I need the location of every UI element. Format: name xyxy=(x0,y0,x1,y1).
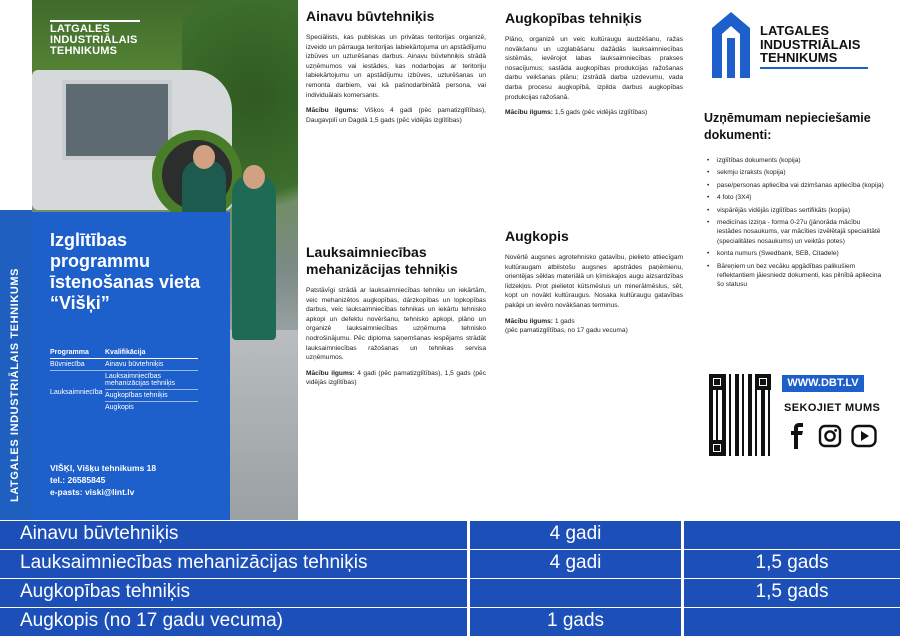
vertical-brand-strip: LATGALES INDUSTRIĀLAIS TEHNIKUMS xyxy=(0,210,32,520)
list-item: • pase/personas apliecība vai dzimšanas apliecība (kopija) xyxy=(704,181,884,190)
list-item: • izglītības dokuments (kopija) xyxy=(704,156,884,165)
facebook-icon[interactable] xyxy=(783,422,809,450)
summary-table xyxy=(0,521,900,636)
brand-logo-small: LATGALES INDUSTRIĀLAIS TEHNIKUMS xyxy=(50,20,160,57)
table-row: Lauksaimniecības mehanizācijas tehniķis 4 gadi 1,5 gads xyxy=(0,550,900,578)
qr-code[interactable] xyxy=(709,374,771,456)
brand-logo: LATGALES INDUSTRIĀLAIS TEHNIKUMS xyxy=(708,8,868,88)
panel-title: Izglītības programmu īstenošanas vieta “Višķi” xyxy=(50,230,201,313)
required-documents: Uzņēmumam nepieciešamie dokumenti: • izglītības dokuments (kopija) • sekmju izraksts (kopija) • pase/personas apliecība vai dzimšanas apliecība (kopija) • 4 foto (3X4) • vispārējās vidējās izglītības sertifikāts (kopija) • medicīnas izziņa - forma 0-27u (jānorāda mācību iestādes nosaukums, var mācīties izvēlētajā specialitātē (specialitātes nosaukums) un veiktās potes) • konta numurs (Swedbank, SEB, Citadele) • Bāreņiem un bez vecāku apgādības palikušiem reflektantiem jāiesniedz dokumenti, kas pilnībā apliecina šo statusu xyxy=(704,110,884,293)
website-link[interactable]: WWW.DBT.LV xyxy=(782,375,864,392)
list-item: • sekmju izraksts (kopija) xyxy=(704,168,884,177)
contact-info: VIŠĶI, Višķu tehnikums 18 tel.: 26585845 e-pasts: viski@lint.lv xyxy=(50,463,157,497)
section-lauksaimniecibas: Lauksaimniecības mehanizācijas tehniķis Patstāvīgi strādā ar lauksaimniecības tehniku un iekārtām, veic mehanizētos augkopības, dārzkopības un lopkopības darbus, veic lauksaimniecības tehnikas un iekārtu tehnisko apkopi un defektu novēršanu, tehnisko apkopi, plāno un organizē lauksaimniecības uzņēmuma tehnisko nodrošinājumu. Pēc diploma saņemšanas iespējams strādāt lauksaimniecības ražošanas un tehnikas servisa uzņēmumos. Mācību ilgums: 4 gadi (pēc pamatizglītības), 1,5 gads (pēc vidējās izglītības) xyxy=(306,244,486,387)
list-item: • konta numurs (Swedbank, SEB, Citadele) xyxy=(704,249,884,258)
table-row: Ainavu būvtehniķis 4 gadi xyxy=(0,521,900,549)
email-link[interactable]: e-pasts: viski@lint.lv xyxy=(50,487,135,497)
table-row: Augkopības tehniķis 1,5 gads xyxy=(0,579,900,607)
blank-area xyxy=(298,476,712,520)
table-row: Lauksaimniecība Lauksaimniecības mehanizācijas tehniķis Augkopības tehniķis Augkopis xyxy=(50,371,198,413)
social-links xyxy=(783,422,877,450)
program-table: Programma Kvalifikācija Būvniecība Ainavu būvtehniķis Lauksaimniecība Lauksaimniecības mehanizācijas tehniķis Augkopības tehniķis Augkopis xyxy=(50,349,198,413)
list-item: • 4 foto (3X4) xyxy=(704,193,884,202)
program-panel xyxy=(32,212,230,520)
table-row: Augkopis (no 17 gadu vecuma) 1 gads xyxy=(0,608,900,636)
table-row: Būvniecība Ainavu būvtehniķis xyxy=(50,359,198,371)
list-item: • medicīnas izziņa - forma 0-27u (jānorāda mācību iestādes nosaukums, var mācīties izvēlētajā specialitātē (specialitātes nosaukums) un veiktās potes) xyxy=(704,218,884,246)
follow-label: SEKOJIET MUMS xyxy=(784,402,881,414)
youtube-icon[interactable] xyxy=(851,422,877,450)
instagram-icon[interactable] xyxy=(817,422,843,450)
section-augkopibas: Augkopības tehniķis Plāno, organizē un veic kultūraugu audzēšanu, ražas novākšanu un uzglabāšanu dažādās lauksaimniecības sistēmās, ievērojot labas lauksaimniecības prakses nosacījumus; sastāda augkopības produkcijas ražošanas darbu veikšanas plānu; izstrādā darba uzdevumu, vada darba procesu augkopībā, izpilda darbus augkopības produkcijas ražošanā. Mācību ilgums: 1,5 gads (pēc vidējās izglītības) xyxy=(505,10,683,117)
logo-mark-icon xyxy=(710,10,752,80)
section-augkopis: Augkopis Novērtē augsnes agrotehnisko gatavību, pielieto attiecīgam kultūraugam atbilstošu augsnes apstrādes paņēmienu, orientējas sēklas materiālā un ķīmiskajos augu aizsardzības līdzekļos. Prot pielietot kūtsmēslus un minerālmēslus, sēt, kopt un novākt kultūraugus. Nosaka kultūraugu gatavības pakāpi un ievēro novākšanas terminus. Mācību ilgums: 1 gads (pēc pamatizglītības, no 17 gadu vecuma) xyxy=(505,228,683,335)
section-ainavu: Ainavu būvtehniķis Speciālists, kas publiskas un privātas teritorijas organizē, izveido un pārrauga teritorijas labiekārtojuma un apstādījumu izbūves un uzturēšanas darbus. Ainavu būvtehniķis strādā uzņēmumos vai iestādes, kas nodarbojas ar teritoriju labiekārtojumu un apstādījumu izbūves, uzturēšanas un remonta darbiem, vai kā pašnodarbinātā persona, vai individuālais komersants. Mācību ilgums: Višķos 4 gadi (pēc pamatizglītības), Daugavpilī un Dagdā 1,5 gads (pēc vidējās izglītības) xyxy=(306,8,486,124)
list-item: • vispārējās vidējās izglītības sertifikāts (kopija) xyxy=(704,206,884,215)
list-item: • Bāreņiem un bez vecāku apgādības palikušiem reflektantiem jāiesniedz dokumenti, kas pilnībā apliecina šo statusu xyxy=(704,262,884,290)
